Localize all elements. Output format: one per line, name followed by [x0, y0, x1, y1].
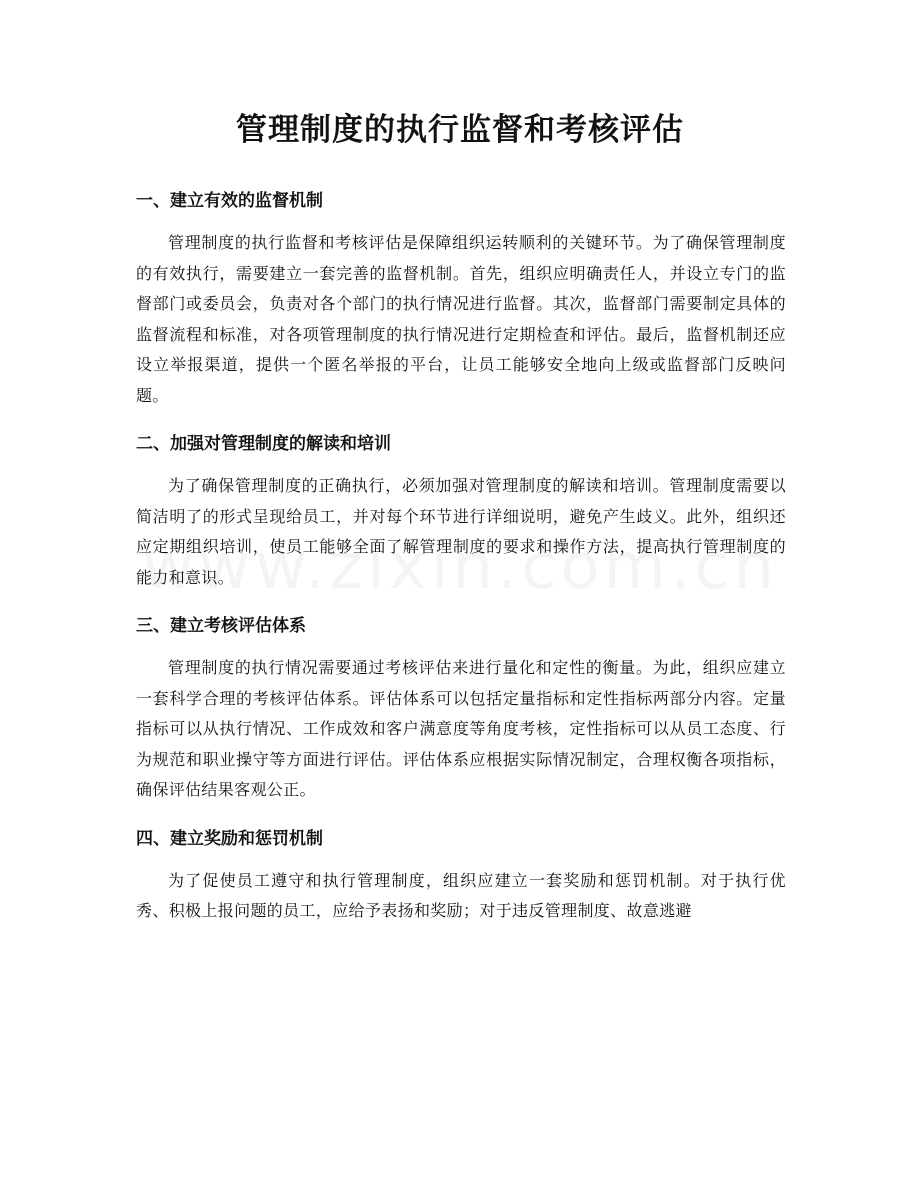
section-3 — [136, 611, 786, 806]
section-heading: 二、加强对管理制度的解读和培训 — [136, 434, 391, 454]
section-heading: 一、建立有效的监督机制 — [136, 191, 323, 211]
document-body — [136, 186, 786, 945]
section-paragraph: 为了确保管理制度的正确执行，必须加强对管理制度的解读和培训。管理制度需要以简洁明了的形式呈现给员工，并对每个环节进行详细说明，避免产生歧义。此外，组织还应定期组织培训，使员工能够全面了解管理制度的要求和操作方法，提高执行管理制度的能力和意识。 — [136, 476, 786, 587]
section-heading: 四、建立奖励和惩罚机制 — [136, 828, 323, 849]
section-paragraph: 为了促使员工遵守和执行管理制度，组织应建立一套奖励和惩罚机制。对于执行优秀、积极上报问题的员工，应给予表扬和奖励；对于违反管理制度、故意逃避 — [136, 870, 786, 920]
document-title: 管理制度的执行监督和考核评估 — [236, 112, 684, 148]
section-2 — [136, 429, 786, 593]
section-paragraph: 管理制度的执行监督和考核评估是保障组织运转顺利的关键环节。为了确保管理制度的有效执行，需要建立一套完善的监督机制。首先，组织应明确责任人，并设立专门的监督部门或委员会，负责对各个部门的执行情况进行监督。其次，监督部门需要制定具体的监督流程和标准，对各项管理制度的执行情况进行定期检查和评估。最后，监督机制还应设立举报渠道，提供一个匿名举报的平台，让员工能够安全地向上级或监督部门反映问题。 — [136, 233, 786, 405]
section-1 — [136, 186, 786, 411]
section-4 — [136, 824, 786, 927]
section-paragraph: 管理制度的执行情况需要通过考核评估来进行量化和定性的衡量。为此，组织应建立一套科学合理的考核评估体系。评估体系可以包括定量指标和定性指标两部分内容。定量指标可以从执行情况、工作成效和客户满意度等角度考核，定性指标可以从员工态度、行为规范和职业操守等方面进行评估。评估体系应根据实际情况制定，合理权衡各项指标，确保评估结果客观公正。 — [136, 658, 786, 799]
section-heading: 三、建立考核评估体系 — [136, 616, 306, 636]
